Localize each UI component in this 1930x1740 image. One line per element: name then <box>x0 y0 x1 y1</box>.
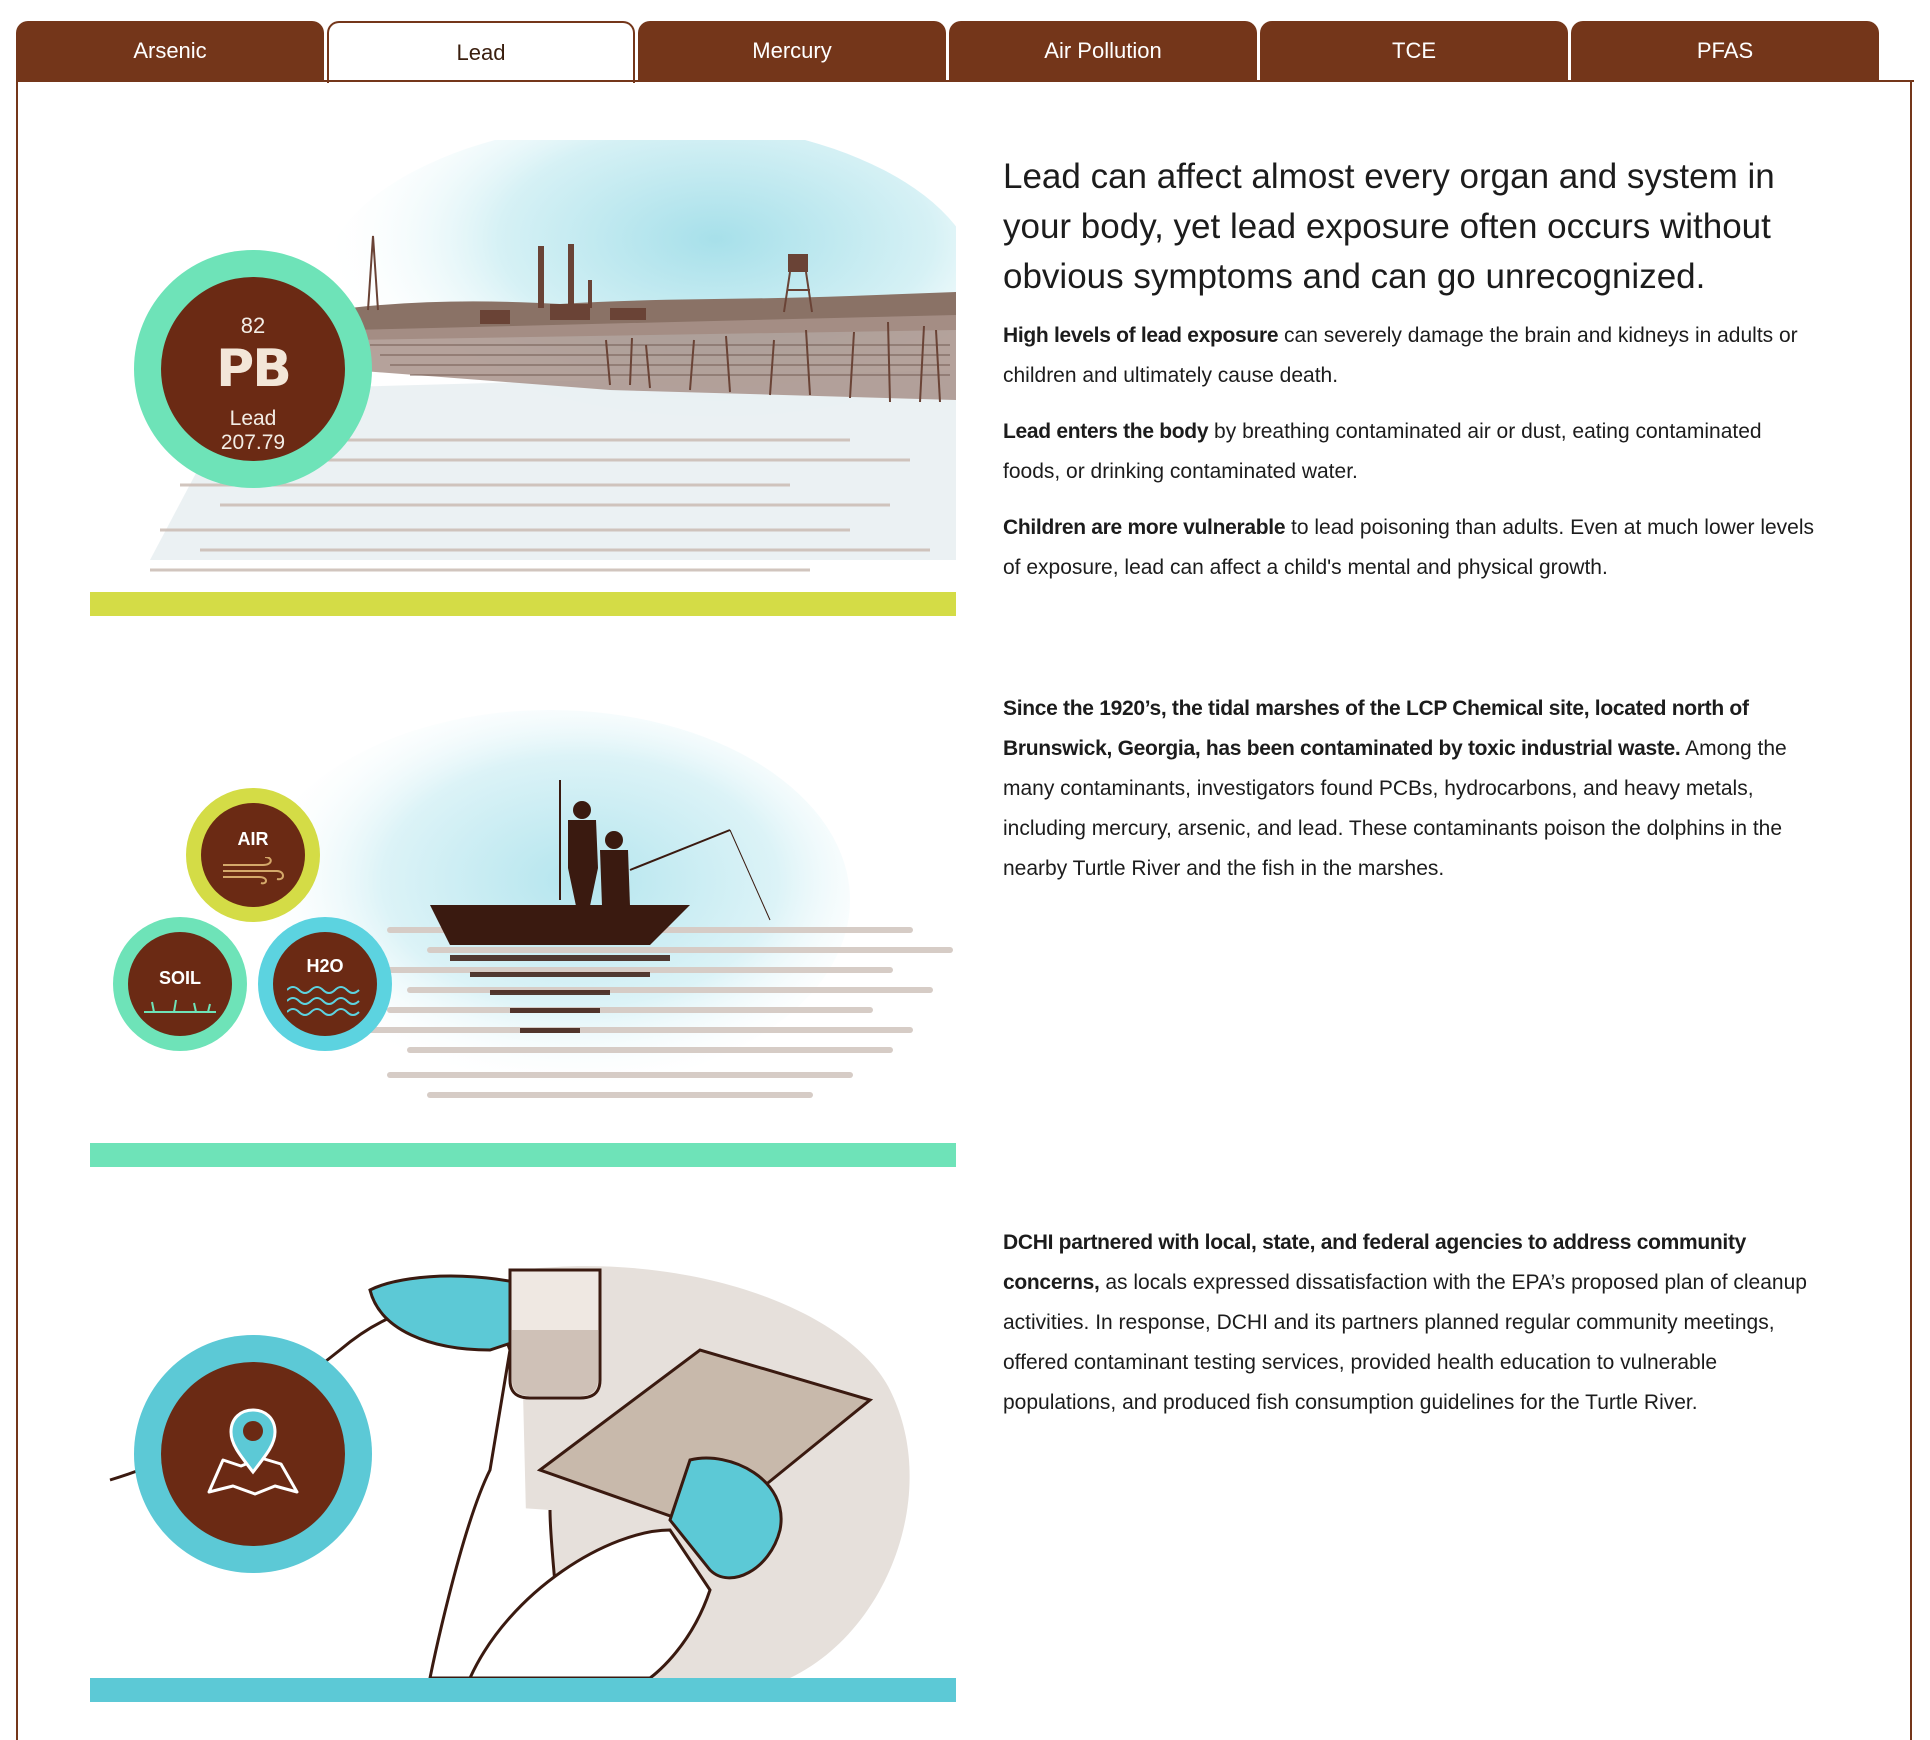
lcp-site-section <box>1003 689 1823 905</box>
dchi-partnership-section <box>1003 1223 1823 1439</box>
soil-badge <box>113 917 247 1051</box>
atomic-mass: 207.79 <box>220 431 286 454</box>
waves-icon <box>287 984 363 1018</box>
paragraph-exposure-routes: Lead enters the body by breathing contaminated air or dust, eating contaminated foods, or drinking contaminated water. <box>1003 420 1762 483</box>
section-divider-lime <box>90 592 956 616</box>
tab-pfas[interactable]: PFAS <box>1571 21 1879 80</box>
element-symbol: PB <box>216 339 290 399</box>
air-badge <box>186 788 320 922</box>
lead-headline: Lead can affect almost every organ and system in your body, yet lead exposure often occurs without obvious symptoms and can go unrecognized. <box>1003 157 1775 296</box>
tab-mercury[interactable]: Mercury <box>638 21 946 80</box>
air-label: AIR <box>237 829 269 849</box>
water-badge <box>258 917 392 1051</box>
tab-air-pollution[interactable]: Air Pollution <box>949 21 1257 80</box>
paragraph-lcp-contamination: Since the 1920’s, the tidal marshes of the LCP Chemical site, located north of Brunswick, Georgia, has been contaminated by toxic industrial waste. Among the many contaminants, investigators found PCBs, hydrocarbons, and heavy metals, including mercury, arsenic, and lead. These contaminants poison the dolphins in the nearby Turtle River and the fish in the marshes. <box>1003 697 1787 880</box>
section-divider-mint <box>90 1143 956 1167</box>
paragraph-exposure-effects: High levels of lead exposure can severely damage the brain and kidneys in adults or children and ultimately cause death. <box>1003 324 1798 387</box>
location-badge <box>134 1335 372 1573</box>
paragraph-children-vulnerable: Children are more vulnerable to lead poisoning than adults. Even at much lower levels of exposure, lead can affect a child's mental and physical growth. <box>1003 516 1815 579</box>
atomic-number: 82 <box>240 313 266 338</box>
water-label: H2O <box>306 956 344 976</box>
lead-element-badge <box>134 250 372 488</box>
wind-icon <box>219 857 289 885</box>
map-pin-icon <box>203 1402 303 1502</box>
element-name: Lead <box>229 407 277 430</box>
tab-arsenic[interactable]: Arsenic <box>16 21 324 80</box>
panel-border <box>1877 80 1914 82</box>
grass-icon <box>144 998 216 1018</box>
tab-lead[interactable]: Lead <box>327 21 635 83</box>
paragraph-dchi-partnership: DCHI partnered with local, state, and federal agencies to address community concerns, as locals expressed dissatisfaction with the EPA’s proposed plan of cleanup activities. In response, DCHI and its partners planned regular community meetings, offered contaminant testing services, provided health education to vulnerable populations, and produced fish consumption guidelines for the Turtle River. <box>1003 1231 1807 1414</box>
lead-intro-section <box>1003 152 1823 604</box>
soil-label: SOIL <box>158 968 201 988</box>
tab-bar <box>16 21 1877 81</box>
tab-tce[interactable]: TCE <box>1260 21 1568 80</box>
section-divider-teal <box>90 1678 956 1702</box>
